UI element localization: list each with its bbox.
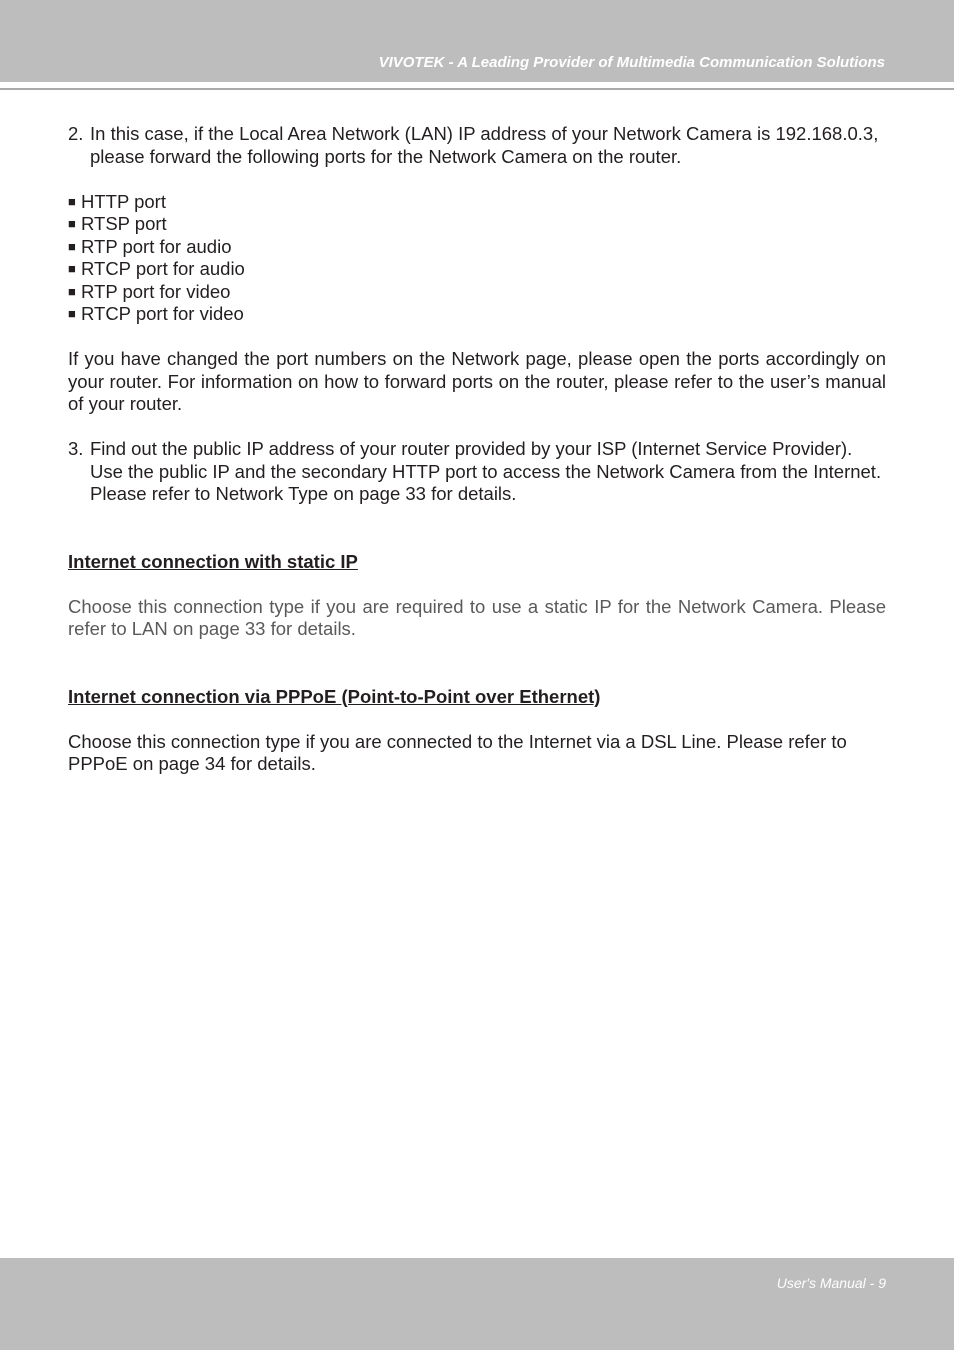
list-item: ■ RTCP port for video	[68, 303, 244, 324]
pppoe-heading: Internet connection via PPPoE (Point-to-Point over Ethernet)	[68, 685, 601, 707]
step-3-number: 3.	[68, 438, 84, 459]
bullet-square-icon: ■	[68, 216, 76, 231]
step-2-number: 2.	[68, 123, 84, 144]
step-2-text: In this case, if the Local Area Network (LAN) IP address of your Network Camera is 192.168.0.3, please forward the following ports for the Network Camera on the router.	[90, 123, 879, 167]
step-2	[68, 123, 886, 168]
static-ip-text: Choose this connection type if you are required to use a static IP for the Network Camera. Please refer to LAN on page 33 for details.	[68, 595, 886, 639]
list-item: ■ RTSP port	[68, 213, 167, 234]
bullet-square-icon: ■	[68, 238, 76, 254]
ports-note: If you have changed the port numbers on the Network page, please open the ports accordingly on your router. For information on how to forward ports on the router, please refer to the user’s manual of your router.	[68, 348, 886, 414]
list-item: ■ RTCP port for audio	[68, 258, 245, 279]
bullet-square-icon: ■	[68, 283, 76, 299]
bullet-square-icon: ■	[68, 306, 76, 321]
step-3	[68, 438, 886, 506]
list-item: ■ HTTP port	[68, 190, 166, 212]
list-item: ■ RTP port for audio	[68, 235, 232, 257]
port-list	[68, 191, 886, 326]
bullet-square-icon: ■	[68, 261, 76, 276]
pppoe-text: Choose this connection type if you are connected to the Internet via a DSL Line. Please refer to PPPoE on page 34 for details.	[68, 730, 847, 774]
list-item: ■ RTP port for video	[68, 280, 231, 302]
step-3-text: Find out the public IP address of your router provided by your ISP (Internet Service Provider). Use the public IP and the secondary HTTP port to access the Network Camera from the Internet. Please refer to Network Type on page 33 for details.	[90, 438, 882, 504]
static-ip-heading: Internet connection with static IP	[68, 550, 358, 572]
page-number-label: User's Manual - 9	[776, 1275, 886, 1291]
page-content	[68, 123, 886, 776]
footer-band	[0, 1258, 954, 1350]
header-divider	[0, 88, 954, 90]
header-title: VIVOTEK - A Leading Provider of Multimedia Communication Solutions	[378, 54, 885, 71]
bullet-square-icon: ■	[68, 193, 76, 209]
